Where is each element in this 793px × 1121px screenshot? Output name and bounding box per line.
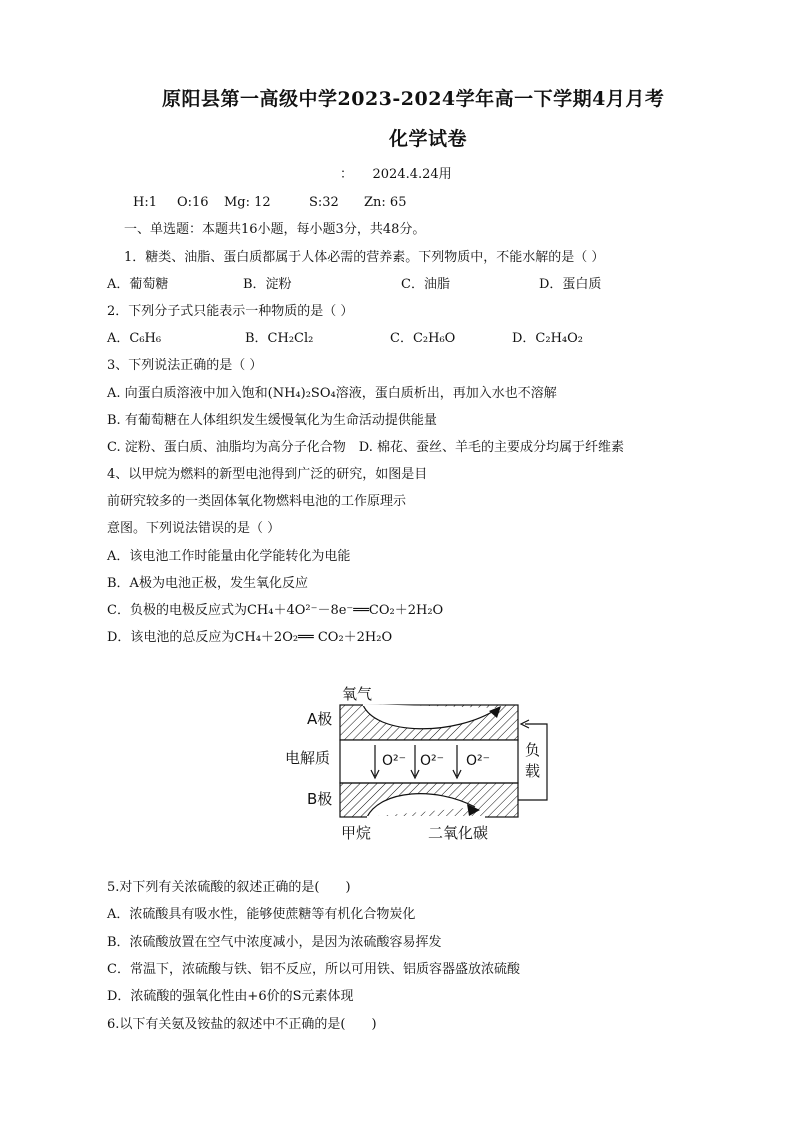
oxygen-label: 氧气 xyxy=(342,685,373,703)
question-5-option-d: D．浓硫酸的强氧化性由+6价的S元素体现 xyxy=(107,989,354,1004)
exam-title: 原阳县第一高级中学2023-2024学年高一下学期4月月考 xyxy=(162,88,665,110)
exam-subtitle: 化学试卷 xyxy=(389,128,468,150)
load-label-2: 载 xyxy=(525,762,541,780)
question-3-option-cd: C. 淀粉、蛋白质、油脂均为高分子化合物 D. 棉花、蚕丝、羊毛的主要成分均属于纤维素 xyxy=(107,440,624,455)
question-2-option-c: C．C₂H₆O xyxy=(390,331,456,346)
load-label-1: 负 xyxy=(525,741,541,759)
question-6-stem: 6.以下有关氨及铵盐的叙述中不正确的是( ) xyxy=(107,1017,377,1032)
b-pole-label: B极 xyxy=(307,790,333,808)
question-4-option-a: A．该电池工作时能量由化学能转化为电能 xyxy=(107,549,351,564)
atomic-mass-mg: Mg: 12 xyxy=(224,195,271,210)
question-3-stem: 3、下列说法正确的是（ ） xyxy=(107,358,263,373)
a-pole-label: A极 xyxy=(307,710,333,728)
question-1-option-b: B．淀粉 xyxy=(243,277,292,292)
date-line: ： 2024.4.24用 xyxy=(340,167,452,182)
question-4-option-d: D．该电池的总反应为CH₄＋2O₂══ CO₂＋2H₂O xyxy=(107,630,393,645)
question-1-option-d: D．蛋白质 xyxy=(539,277,602,292)
ion-label-1: O²⁻ xyxy=(382,753,407,769)
methane-label: 甲烷 xyxy=(341,824,372,842)
atomic-mass-h: H:1 xyxy=(133,195,157,210)
question-5-option-c: C．常温下，浓硫酸与铁、铝不反应，所以可用铁、铝质容器盛放浓硫酸 xyxy=(107,962,520,977)
question-4-option-c: C．负极的电极反应式为CH₄＋4O²⁻－8e⁻══CO₂＋2H₂O xyxy=(107,603,444,618)
question-2-option-a: A．C₆H₆ xyxy=(107,331,162,346)
section-heading: 一、单选题：本题共16小题，每小题3分，共48分。 xyxy=(124,222,426,237)
question-2-option-b: B．CH₂Cl₂ xyxy=(245,331,314,346)
question-3-option-b: B. 有葡萄糖在人体组织发生缓慢氧化为生命活动提供能量 xyxy=(107,413,437,428)
question-2-option-d: D．C₂H₄O₂ xyxy=(512,331,583,346)
atomic-mass-o: O:16 xyxy=(177,195,209,210)
co2-label: 二氧化碳 xyxy=(428,824,489,842)
ion-label-3: O²⁻ xyxy=(466,753,491,769)
question-1-option-c: C．油脂 xyxy=(401,277,450,292)
question-4-stem-line-3: 意图。下列说法错误的是（ ） xyxy=(107,521,281,536)
atomic-mass-s: S:32 xyxy=(309,195,339,210)
question-2-stem: 2．下列分子式只能表示一种物质的是（ ） xyxy=(107,304,354,319)
question-3-option-a: A. 向蛋白质溶液中加入饱和(NH₄)₂SO₄溶液，蛋白质析出，再加入水也不溶解 xyxy=(107,386,557,401)
question-4-option-b: B．A极为电池正极，发生氧化反应 xyxy=(107,576,308,591)
question-5-option-b: B．浓硫酸放置在空气中浓度减小，是因为浓硫酸容易挥发 xyxy=(107,935,442,950)
question-5-option-a: A．浓硫酸具有吸水性，能够使蔗糖等有机化合物炭化 xyxy=(107,907,416,922)
question-4-stem-line-1: 4、以甲烷为燃料的新型电池得到广泛的研究，如图是目 xyxy=(107,467,428,482)
question-5-stem: 5.对下列有关浓硫酸的叙述正确的是( ) xyxy=(107,880,351,895)
fuel-cell-diagram xyxy=(285,680,555,845)
question-1-stem: 1．糖类、油脂、蛋白质都属于人体必需的营养素。下列物质中，不能水解的是（ ） xyxy=(124,250,605,265)
ion-label-2: O²⁻ xyxy=(420,753,445,769)
question-4-stem-line-2: 前研究较多的一类固体氧化物燃料电池的工作原理示 xyxy=(107,494,407,509)
question-1-option-a: A．葡萄糖 xyxy=(107,277,169,292)
atomic-mass-zn: Zn: 65 xyxy=(364,195,407,210)
electrolyte-label: 电解质 xyxy=(285,749,331,767)
